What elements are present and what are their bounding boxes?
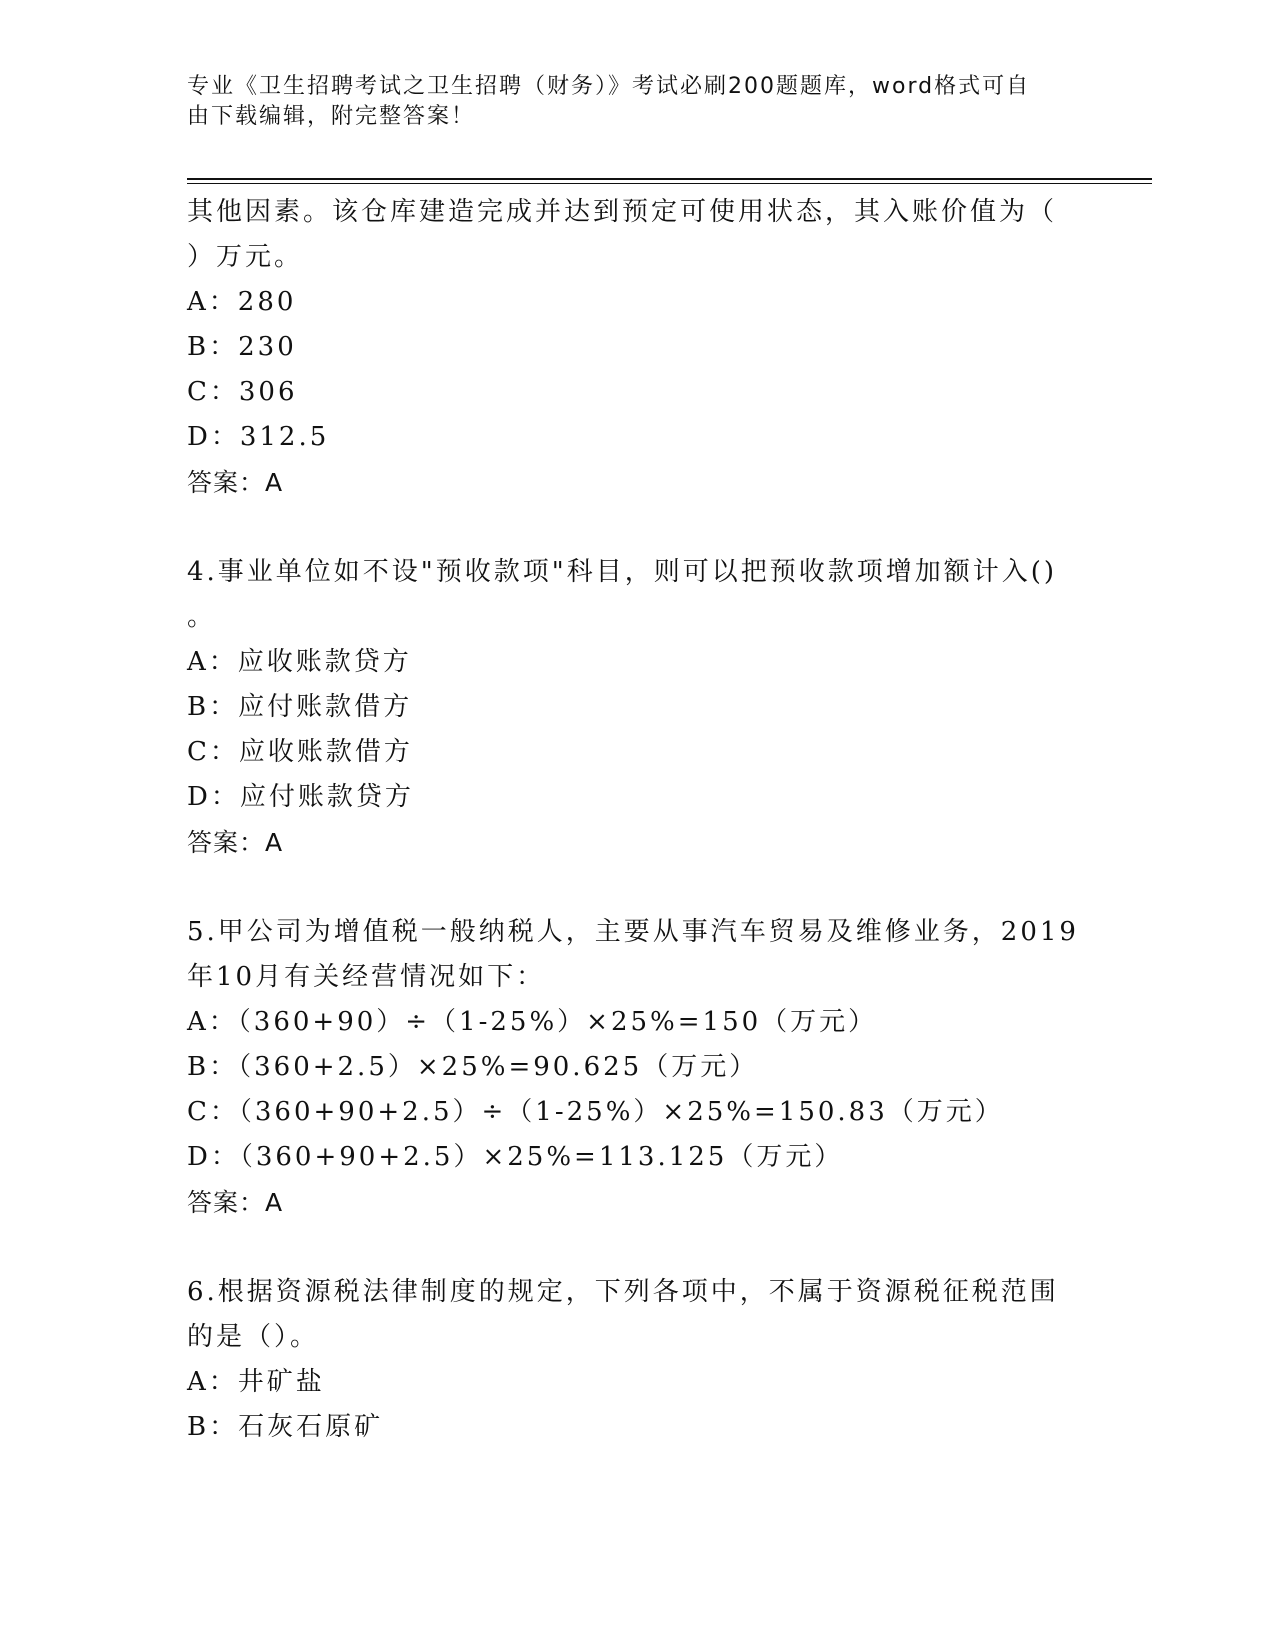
option-b: B：应付账款借方 — [187, 692, 413, 722]
option-b: B：石灰石原矿 — [187, 1412, 384, 1442]
option-c: C：（360+90+2.5）÷（1-25%）×25%=150.83（万元） — [187, 1097, 1004, 1127]
option-a: A：井矿盐 — [187, 1367, 325, 1397]
question-6 — [187, 1270, 1067, 1450]
header-divider-thin — [187, 183, 1152, 184]
option-c: C：306 — [187, 377, 298, 407]
answer-line: 答案：A — [187, 828, 284, 857]
header-line-2: 由下载编辑，附完整答案！ — [187, 104, 476, 129]
question-text-line: 其他因素。该仓库建造完成并达到预定可使用状态，其入账价值为（ — [187, 197, 1058, 227]
question-text-line: 5.甲公司为增值税一般纳税人，主要从事汽车贸易及维修业务，2019 — [187, 917, 1079, 947]
header-line-1: 专业《卫生招聘考试之卫生招聘（财务）》考试必刷200题题库，word格式可自 — [187, 74, 1031, 99]
option-a: A：应收账款贷方 — [187, 647, 412, 677]
question-text-line: ）万元。 — [187, 242, 304, 272]
option-d: D：（360+90+2.5）×25%=113.125（万元） — [187, 1142, 844, 1172]
question-list — [187, 190, 1079, 1450]
header-divider-thick — [187, 178, 1152, 180]
option-c: C：应收账款借方 — [187, 737, 413, 767]
spacer — [187, 505, 1067, 550]
option-b: B：（360+2.5）×25%=90.625（万元） — [187, 1052, 759, 1082]
option-a: A：（360+90）÷（1-25%）×25%=150（万元） — [187, 1007, 878, 1037]
spacer — [187, 1225, 1067, 1270]
question-text-line: 年10月有关经营情况如下： — [187, 962, 546, 992]
question-text-line: 4.事业单位如不设"预收款项"科目，则可以把预收款项增加额计入() — [187, 557, 1058, 587]
question-text-line: 。 — [187, 602, 217, 632]
question-text-line: 6.根据资源税法律制度的规定，下列各项中，不属于资源税征税范围 — [187, 1277, 1059, 1307]
option-b: B：230 — [187, 332, 297, 362]
question-4 — [187, 550, 1067, 865]
question-5 — [187, 910, 1079, 1225]
answer-line: 答案：A — [187, 468, 284, 497]
question-3 — [187, 190, 1067, 505]
option-d: D：312.5 — [187, 422, 330, 452]
answer-line: 答案：A — [187, 1188, 284, 1217]
option-d: D：应付账款贷方 — [187, 782, 414, 812]
question-text-line: 的是（）。 — [187, 1322, 320, 1352]
option-a: A：280 — [187, 287, 297, 317]
document-header — [187, 72, 1087, 132]
spacer — [187, 865, 1067, 910]
